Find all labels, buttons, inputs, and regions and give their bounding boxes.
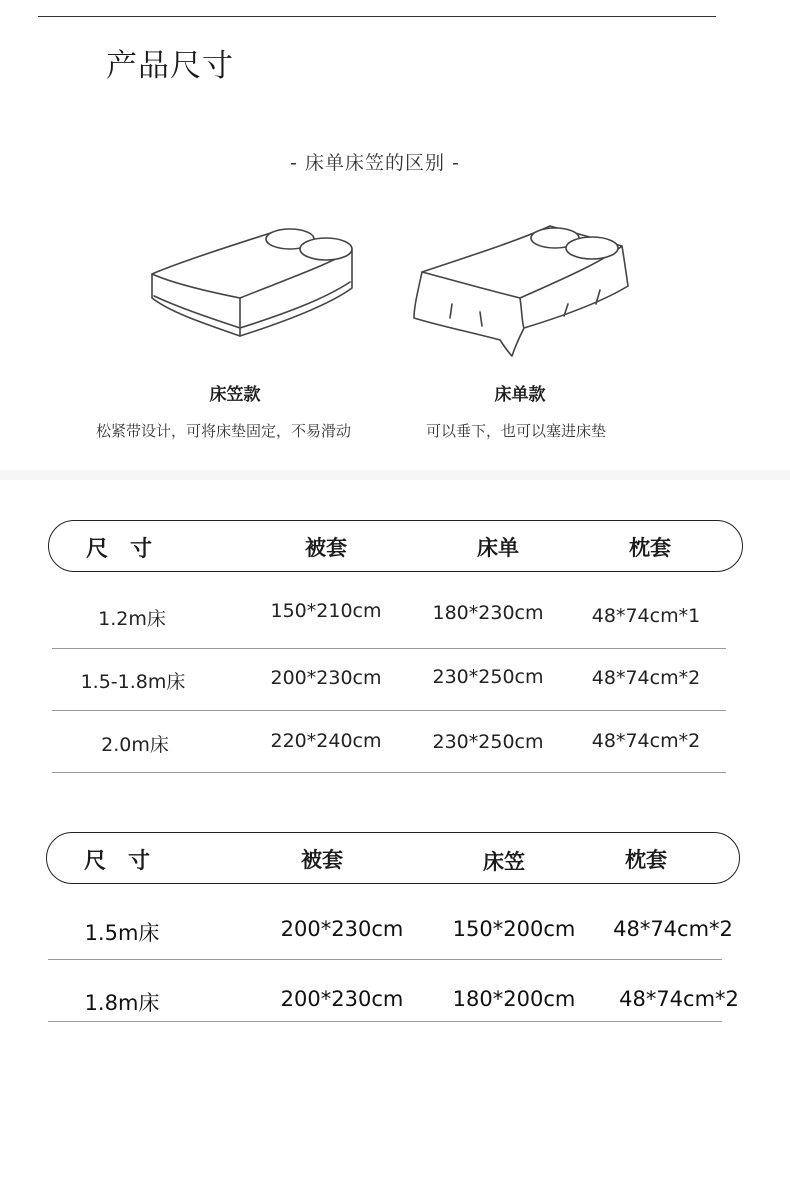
row-divider: [52, 710, 726, 711]
table-cell: 48*74cm*2: [619, 987, 739, 1011]
table-cell: 1.2m床: [98, 608, 166, 630]
section-subtitle: - 床单床笠的区别 -: [290, 152, 460, 174]
table-cell: 200*230cm: [280, 917, 404, 941]
table-cell: 150*210cm: [270, 600, 382, 622]
table-cell: 180*230cm: [432, 602, 544, 624]
flat-header-pillow: 枕套: [629, 536, 671, 560]
table-cell: 48*74cm*2: [613, 917, 733, 941]
table-cell: 200*230cm: [280, 987, 404, 1011]
table-cell: 180*200cm: [452, 987, 576, 1011]
fitted-header-duvet: 被套: [301, 848, 343, 872]
row-divider: [52, 772, 726, 773]
table-cell: 220*240cm: [270, 730, 382, 752]
fitted-header-pillow: 枕套: [625, 848, 667, 872]
table-cell: 230*250cm: [432, 731, 544, 753]
row-divider: [48, 1021, 722, 1022]
fitted-sheet-title: 床笠款: [209, 385, 261, 405]
row-divider: [52, 648, 726, 649]
fitted-header-fitted: 床笠: [483, 850, 525, 874]
table-cell: 150*200cm: [452, 917, 576, 941]
flat-sheet-bed-icon: [400, 216, 650, 361]
table-cell: 48*74cm*2: [591, 730, 701, 752]
table-cell: 1.8m床: [84, 991, 160, 1015]
flat-header-duvet: 被套: [305, 536, 347, 560]
section-band: [0, 470, 790, 480]
top-divider: [38, 16, 716, 17]
flat-header-sheet: 床单: [477, 536, 519, 560]
table-cell: 1.5m床: [84, 921, 160, 945]
section-title: 产品尺寸: [106, 48, 234, 84]
fitted-sheet-bed-icon: [140, 216, 370, 346]
flat-sheet-desc: 可以垂下，也可以塞进床垫: [426, 422, 607, 440]
fitted-sheet-desc: 松紧带设计，可将床垫固定，不易滑动: [96, 422, 352, 440]
fitted-header-size: 尺 寸: [84, 849, 151, 874]
table-cell: 48*74cm*2: [591, 667, 701, 689]
flat-header-size: 尺 寸: [86, 537, 153, 562]
table-cell: 230*250cm: [432, 666, 544, 688]
table-cell: 48*74cm*1: [591, 605, 701, 627]
flat-sheet-title: 床单款: [494, 385, 546, 405]
table-cell: 200*230cm: [270, 667, 382, 689]
row-divider: [48, 959, 722, 960]
table-cell: 1.5-1.8m床: [80, 671, 186, 693]
table-cell: 2.0m床: [101, 734, 169, 756]
